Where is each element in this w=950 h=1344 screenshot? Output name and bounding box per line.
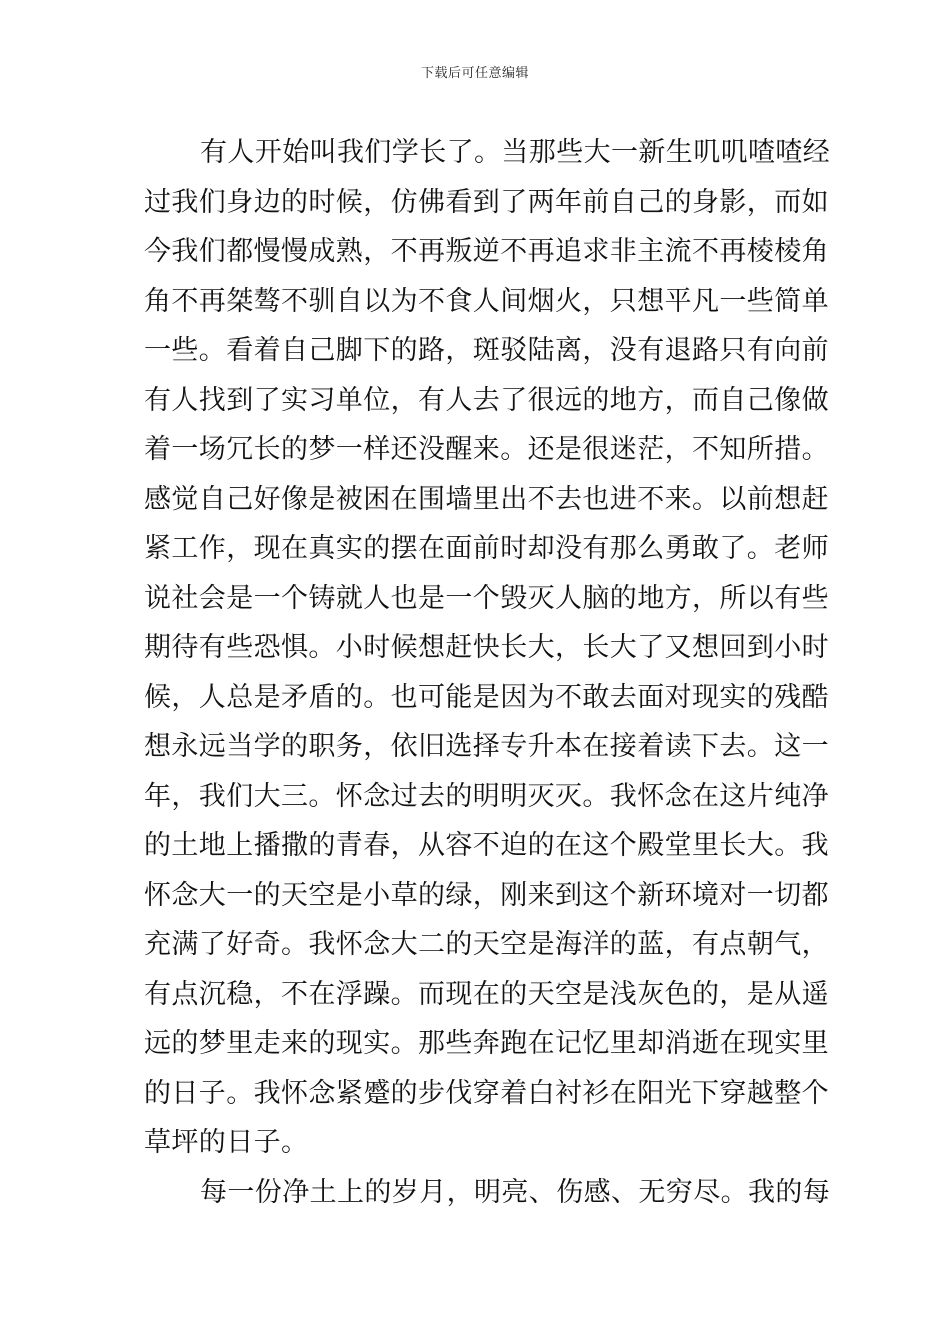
text-line: 的土地上播撒的青春，从容不迫的在这个殿堂里长大。我 bbox=[144, 830, 829, 861]
page-header: 下载后可任意编辑 bbox=[420, 66, 529, 81]
text-line: 候，人总是矛盾的。也可能是因为不敢去面对现实的残酷 bbox=[144, 681, 829, 713]
text-line: 有人开始叫我们学长了。当那些大一新生叽叽喳喳经 bbox=[200, 137, 831, 168]
text-line: 说社会是一个铸就人也是一个毁灭人脑的地方，所以有些 bbox=[144, 582, 829, 614]
text-line: 年，我们大三。怀念过去的明明灭灭。我怀念在这片纯净 bbox=[144, 780, 829, 812]
text-line: 期待有些恐惧。小时候想赶快长大，长大了又想回到小时 bbox=[144, 632, 829, 663]
text-line: 的日子。我怀念紧蹙的步伐穿着白衬衫在阳光下穿越整个 bbox=[144, 1077, 829, 1109]
text-line: 着一场冗长的梦一样还没醒来。还是很迷茫，不知所措。 bbox=[144, 434, 829, 465]
text-line: 想永远当学的职务，依旧选择专升本在接着读下去。这一 bbox=[144, 731, 829, 762]
text-line: 一些。看着自己脚下的路，斑驳陆离，没有退路只有向前 bbox=[144, 335, 829, 366]
text-line: 紧工作，现在真实的摆在面前时却没有那么勇敢了。老师 bbox=[144, 533, 829, 564]
text-line: 有人找到了实习单位，有人去了很远的地方，而自己像做 bbox=[144, 384, 829, 416]
paragraph bbox=[144, 128, 831, 1168]
text-line: 今我们都慢慢成熟，不再叛逆不再追求非主流不再棱棱角 bbox=[144, 236, 829, 267]
text-line: 充满了好奇。我怀念大二的天空是海洋的蓝，有点朝气， bbox=[144, 929, 829, 960]
text-line: 远的梦里走来的现实。那些奔跑在记忆里却消逝在现实里 bbox=[144, 1028, 829, 1059]
text-line: 角不再桀骜不驯自以为不食人间烟火，只想平凡一些简单 bbox=[144, 285, 829, 317]
text-line: 每一份净土上的岁月，明亮、伤感、无穷尽。我的每 bbox=[200, 1176, 831, 1208]
text-line: 过我们身边的时候，仿佛看到了两年前自己的身影，而如 bbox=[144, 186, 829, 218]
text-line: 草坪的日子。 bbox=[144, 1127, 309, 1158]
text-line: 有点沉稳，不在浮躁。而现在的天空是浅灰色的，是从遥 bbox=[144, 978, 829, 1010]
body-text bbox=[144, 128, 831, 1217]
text-line: 感觉自己好像是被困在围墙里出不去也进不来。以前想赶 bbox=[144, 483, 829, 515]
paragraph bbox=[144, 1168, 831, 1218]
text-line: 怀念大一的天空是小草的绿，刚来到这个新环境对一切都 bbox=[144, 879, 829, 911]
